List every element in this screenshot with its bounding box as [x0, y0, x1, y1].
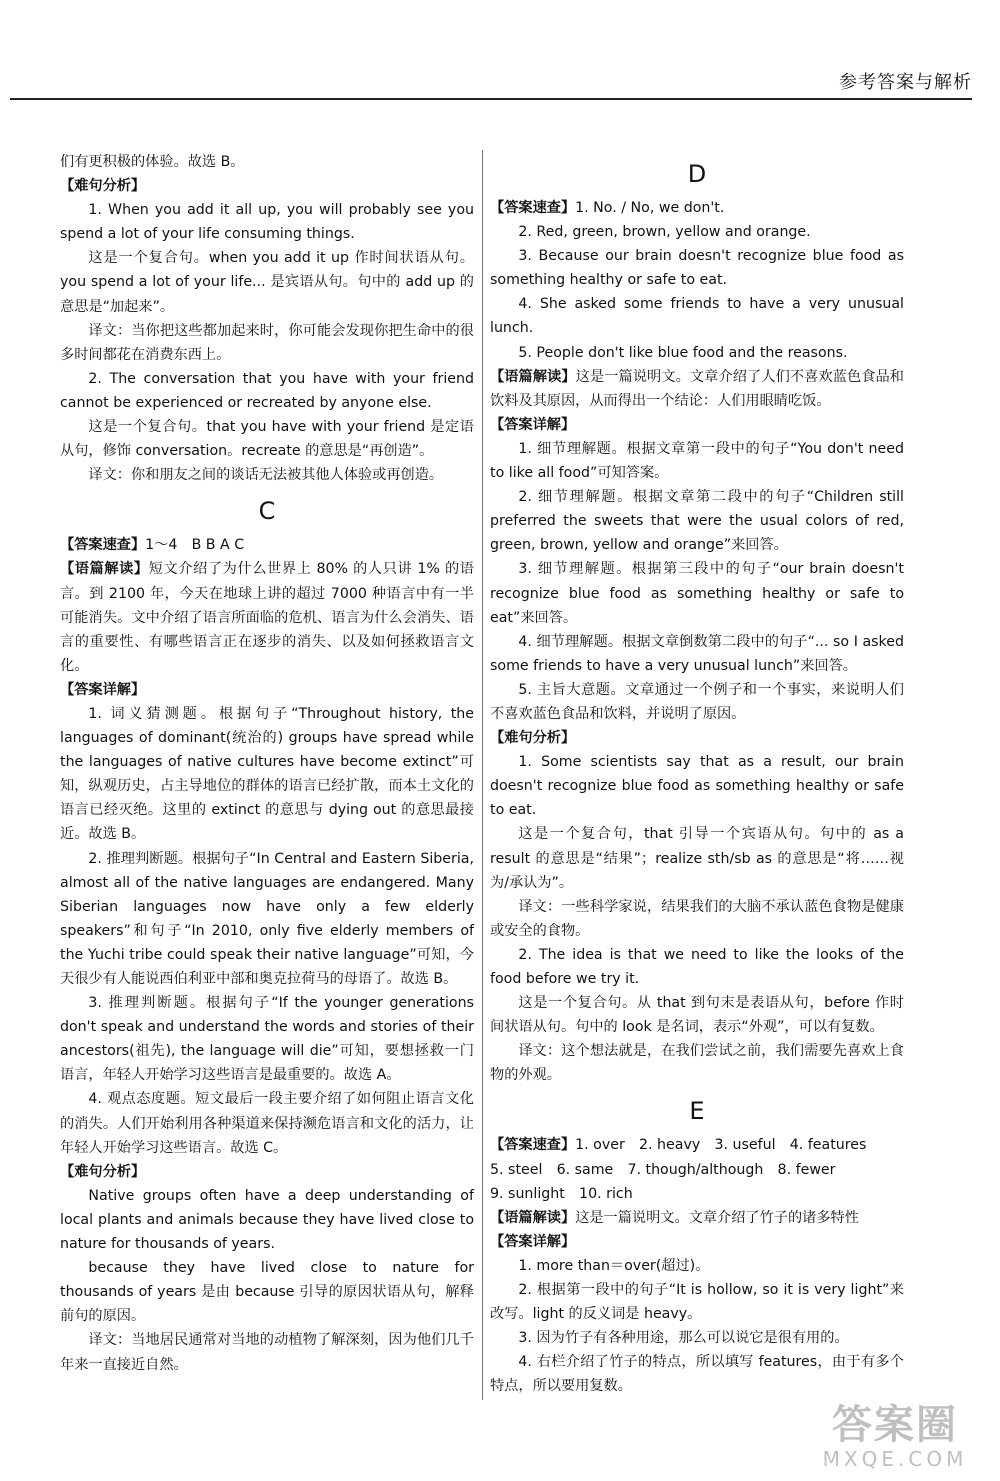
d-reading-text: 这是一篇说明文。文章介绍了人们不喜欢蓝色食品和饮料及其原因，从而得出一个结论：人们用眼睛吃饭。: [490, 368, 904, 409]
e-quick-answers: [490, 1133, 904, 1157]
header-title: 参考答案与解析: [839, 72, 972, 93]
e-quick-tag: 【答案速查】: [490, 1137, 576, 1154]
section-heading-c: C: [258, 497, 276, 526]
d-detail-para: 2. 细节理解题。根据文章第二段中的句子“Children still preferred the sweets that were the usual colors of red, green, brown, yellow and orange”来回答。: [490, 489, 904, 554]
e-detail-title: 【答案详解】: [490, 1233, 576, 1250]
c-hard-title: 【难句分析】: [60, 1163, 146, 1180]
e-detail-para: 1. more than＝over(超过)。: [518, 1257, 710, 1274]
d-reading: [490, 365, 904, 413]
c-hard-para: Native groups often have a deep understanding of local plants and animals because they have lived close to nature for thousands of years.: [60, 1187, 474, 1253]
b-hard-para: 2. The conversation that you have with your friend cannot be experienced or recreated by anyone else.: [60, 370, 474, 411]
d-hard-title: 【难句分析】: [490, 730, 576, 747]
d-detail-para: 3. 细节理解题。根据第三段中的句子“our brain doesn't recognize blue food as something healthy or safe to eat”来回答。: [490, 561, 904, 626]
d-hard-para: 译文：一些科学家说，结果我们的大脑不承认蓝色食物是健康或安全的食物。: [490, 898, 904, 939]
d-quick-item: 4. She asked some friends to have a very unusual lunch.: [490, 296, 904, 337]
section-heading-e: E: [689, 1097, 705, 1126]
e-quick-line: 9. sunlight 10. rich: [490, 1185, 633, 1202]
c-quick-answers: [60, 533, 474, 557]
e-reading-tag: 【语篇解读】: [490, 1209, 576, 1226]
b-hard-para: 译文：当你把这些都加起来时，你可能会发现你把生命中的很多时间都花在消费东西上。: [60, 322, 474, 363]
e-reading: [490, 1206, 904, 1230]
d-detail-title: 【答案详解】: [490, 416, 576, 433]
b-ending: 们有更积极的体验。故选 B。: [60, 154, 245, 170]
d-quick-item: 5. People don't like blue food and the reasons.: [518, 344, 848, 361]
c-reading-tag: 【语篇解读】: [60, 561, 149, 578]
e-quick-line: 5. steel 6. same 7. though/although 8. fewer: [490, 1161, 836, 1178]
d-hard-para: 1. Some scientists say that as a result, our brain doesn't recognize blue food as something healthy or safe to eat.: [490, 754, 904, 819]
d-quick-item: 3. Because our brain doesn't recognize blue food as something healthy or safe to eat.: [490, 248, 904, 289]
d-hard-para: 这是一个复合句。从 that 到句末是表语从句，before 作时间状语从句。句中的 look 是名词，表示“外观”，可以有复数。: [490, 995, 904, 1036]
c-detail-para: 3. 推理判断题。根据句子“If the younger generations don't speak and understand the words and stories of their ancestors(祖先), the language will die”可知，要想拯救一门语言，年轻人开始学习这些语言是最重要的。故选 A。: [60, 995, 474, 1084]
c-quick-tag: 【答案速查】: [60, 537, 146, 554]
b-hard-title: 【难句分析】: [60, 178, 146, 195]
watermark-logo: [820, 1403, 970, 1471]
left-column: [60, 150, 474, 1377]
d-detail-para: 1. 细节理解题。根据文章第一段中的句子“You don't need to like all food”可知答案。: [490, 440, 904, 482]
d-quick-text: 1. No. / No, we don't.: [575, 200, 725, 216]
section-heading-d: D: [687, 160, 707, 188]
e-quick-text: 1. over 2. heavy 3. useful 4. features: [575, 1137, 867, 1154]
c-detail-para: 4. 观点态度题。短文最后一段主要介绍了如何阻止语言文化的消失。人们开始利用各种渠道来保持濒危语言和文化的活力，让年轻人开始学习这些语言。故选 C。: [60, 1091, 474, 1156]
d-quick-item: 2. Red, green, brown, yellow and orange.: [518, 224, 811, 241]
e-detail-para: 2. 根据第一段中的句子“It is hollow, so it is very light”来改写。light 的反义词是 heavy。: [490, 1282, 904, 1323]
e-reading-text: 这是一篇说明文。文章介绍了竹子的诸多特性: [575, 1209, 859, 1226]
c-detail-para: 1. 词义猜测题。根据句子“Throughout history, the languages of dominant(统治的) groups have spread while the languages of native cultures have become extinct”可知，纵观历史，占主导地位的群体的语言已经扩散，而本土文化的语言已经灭绝。这里的 extinct 的意思与 dying out 的意思最接近。故选 B。: [60, 705, 474, 843]
c-detail-para: 2. 推理判断题。根据句子“In Central and Eastern Siberia, almost all of the native languages are endangered. Many Siberian languages now have only a few elderly speakers”和句子“In 2010, only five elderly members of the Yuchi tribe could speak their native language”可知，今天很少有人能说西伯利亚中部和奥克拉荷马的母语了。故选 B。: [60, 850, 474, 987]
header-rule: [10, 98, 972, 100]
c-reading-text: 短文介绍了为什么世界上 80% 的人只讲 1% 的语言。到 2100 年，今天在地球上讲的超过 7000 种语言中有一半可能消失。文中介绍了语言所面临的危机、语言为什么会消失、语言的重要性、有哪些语言正在逐步的消失、以及如何拯救语言文化。: [60, 561, 474, 674]
b-hard-para: 这是一个复合句。when you add it up 作时间状语从句。you spend a lot of your life... 是宾语从句。句中的 add up 的意思是“加起来”。: [60, 250, 474, 315]
c-detail-title: 【答案详解】: [60, 681, 146, 698]
c-hard-para: because they have lived close to nature for thousands of years 是由 because 引导的原因状语从句，解释前句的原因。: [60, 1260, 474, 1325]
b-hard-para: 这是一个复合句。that you have with your friend 是定语从句，修饰 conversation。recreate 的意思是“再创造”。: [60, 419, 474, 460]
watermark-url: MXQE.COM: [822, 1447, 968, 1471]
page-header: [10, 68, 972, 98]
d-hard-para: 2. The idea is that we need to like the looks of the food before we try it.: [490, 946, 904, 987]
b-hard-para: 译文：你和朋友之间的谈话无法被其他人体验或再创造。: [88, 467, 444, 484]
d-hard-para: 译文：这个想法就是，在我们尝试之前，我们需要先喜欢上食物的外观。: [490, 1043, 904, 1084]
e-detail-para: 3. 因为竹子有各种用途，那么可以说它是很有用的。: [518, 1330, 849, 1347]
right-column: [490, 150, 904, 1399]
e-detail-para: 4. 右栏介绍了竹子的特点，所以填写 features，由于有多个特点，所以要用复数。: [490, 1354, 904, 1395]
c-quick-text: 1～4 B B A C: [145, 537, 245, 554]
b-hard-para: 1. When you add it all up, you will probably see you spend a lot of your life consuming things.: [60, 202, 474, 243]
c-reading: [60, 557, 474, 677]
d-reading-tag: 【语篇解读】: [490, 368, 576, 385]
d-hard-para: 这是一个复合句，that 引导一个宾语从句。句中的 as a result 的意思是“结果”；realize sth/sb as 的意思是“将……视为/承认为”。: [490, 826, 904, 891]
d-detail-para: 4. 细节理解题。根据文章倒数第二段中的句子“... so I asked some friends to have a very unusual lunch”来回答。: [490, 633, 904, 674]
column-divider: [482, 150, 483, 1400]
d-quick-answers: [490, 196, 904, 220]
d-detail-para: 5. 主旨大意题。文章通过一个例子和一个事实，来说明人们不喜欢蓝色食品和饮料，并说明了原因。: [490, 681, 904, 722]
c-hard-para: 译文：当地居民通常对当地的动植物了解深刻，因为他们几千年来一直接近自然。: [60, 1332, 474, 1373]
watermark-text: 答案圈: [832, 1402, 958, 1448]
d-quick-tag: 【答案速查】: [490, 200, 576, 216]
